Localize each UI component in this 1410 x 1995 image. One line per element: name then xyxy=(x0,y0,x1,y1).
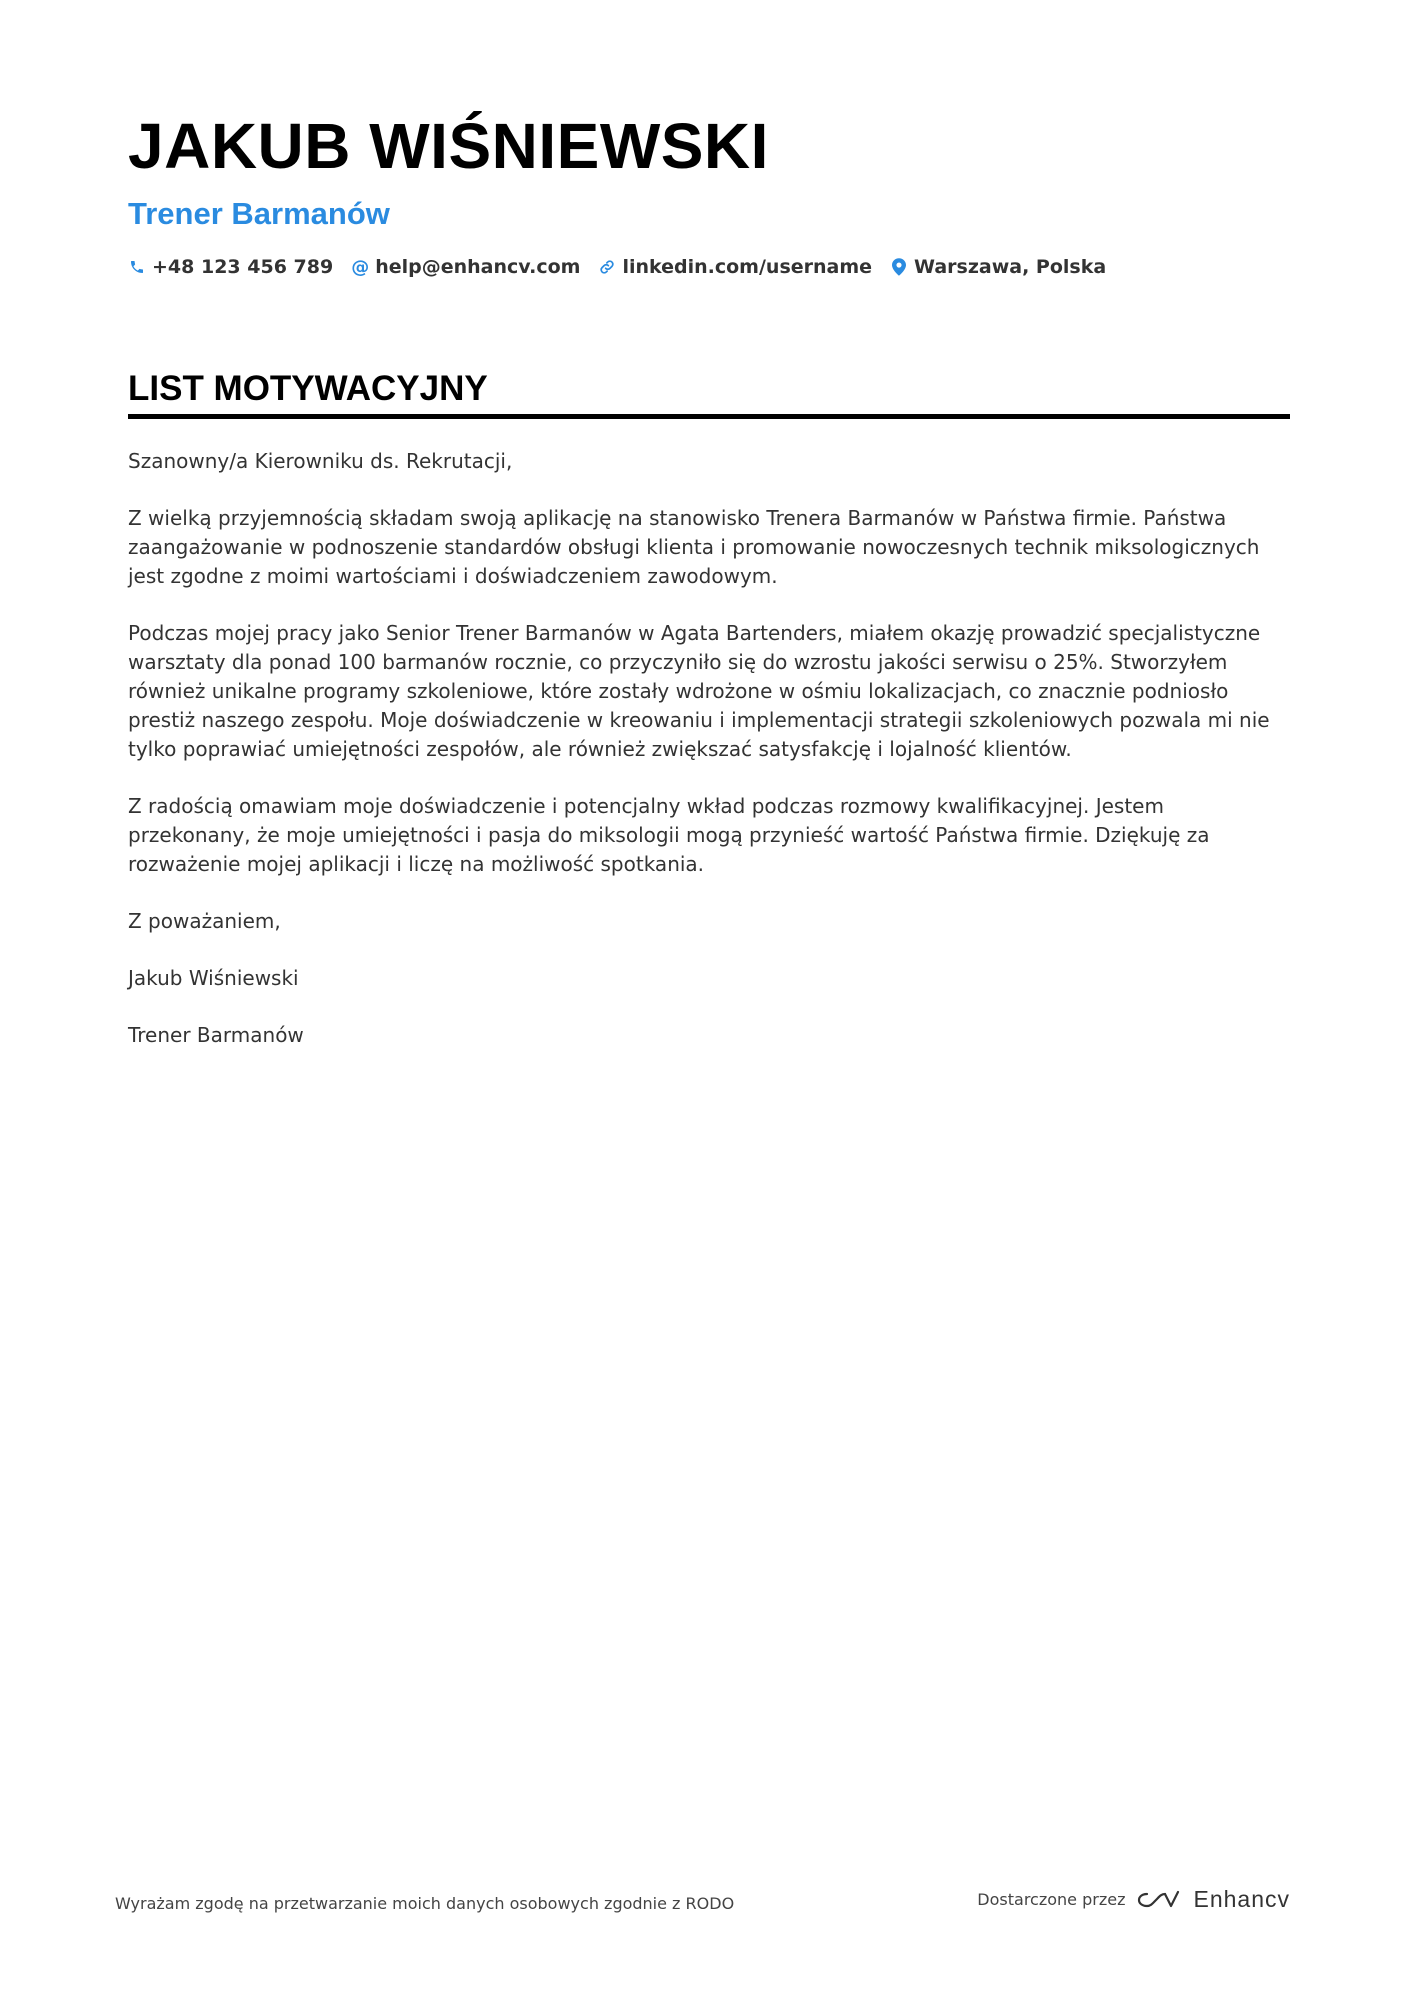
contact-list xyxy=(128,256,1290,278)
contact-email-text[interactable]: help@enhancv.com xyxy=(375,256,581,278)
link-icon xyxy=(598,257,616,277)
provided-by-label: Dostarczone przez xyxy=(977,1890,1126,1909)
letter-body xyxy=(128,447,1290,1050)
letter-paragraph: Z radością omawiam moje doświadczenie i potencjalny wkład podczas rozmowy kwalifikacyjnej. Jestem przekonany, że moje umiejętności i pasja do miksologii mogą przynieść wartość Państwa firmie. Dziękuję za rozważenie mojej aplikacji i liczę na możliwość spotkania. xyxy=(128,794,1210,876)
location-icon xyxy=(890,257,908,277)
applicant-role: Trener Barmanów xyxy=(128,196,390,231)
section-divider xyxy=(128,414,1290,419)
signature-role: Trener Barmanów xyxy=(128,1023,304,1047)
at-icon: @ xyxy=(351,256,370,278)
section-title: LIST MOTYWACYJNY xyxy=(128,369,488,408)
letter-paragraph: Podczas mojej pracy jako Senior Trener Barmanów w Agata Bartenders, miałem okazję prowadzić specjalistyczne warsztaty dla ponad 100 barmanów rocznie, co przyczyniło się do wzrostu jakości serwisu o 25%. Stworzyłem również unikalne programy szkoleniowe, które zostały wdrożone w ośmiu lokalizacjach, co znacznie podniosło prestiż naszego zespołu. Moje doświadczenie w kreowaniu i implementacji strategii szkoleniowych pozwala mi nie tylko poprawiać umiejętności zespołów, ale również zwiększać satysfakcję i lojalność klientów. xyxy=(128,621,1270,761)
contact-email[interactable] xyxy=(351,256,580,278)
brand-name: Enhancv xyxy=(1193,1886,1290,1912)
contact-linkedin[interactable] xyxy=(598,256,872,278)
letter-paragraph: Z wielką przyjemnością składam swoją aplikację na stanowisko Trenera Barmanów w Państwa firmie. Państwa zaangażowanie w podnoszenie standardów obsługi klienta i promowanie nowoczesnych technik miksologicznych jest zgodne z moimi wartościami i doświadczeniem zawodowym. xyxy=(128,506,1260,588)
enhancv-logo-icon xyxy=(1135,1888,1181,1912)
applicant-name: JAKUB WIŚNIEWSKI xyxy=(128,110,769,182)
letter-salutation: Szanowny/a Kierowniku ds. Rekrutacji, xyxy=(128,449,513,473)
gdpr-consent: Wyrażam zgodę na przetwarzanie moich danych osobowych zgodnie z RODO xyxy=(115,1894,735,1913)
contact-phone xyxy=(128,256,333,278)
contact-linkedin-text[interactable]: linkedin.com/username xyxy=(622,256,873,278)
header xyxy=(128,108,1290,278)
letter-closing: Z poważaniem, xyxy=(128,909,281,933)
provided-by xyxy=(977,1886,1290,1913)
phone-icon xyxy=(128,257,146,277)
contact-location xyxy=(890,256,1106,278)
contact-phone-text: +48 123 456 789 xyxy=(152,256,334,278)
letter-section xyxy=(128,366,1290,1078)
signature-name: Jakub Wiśniewski xyxy=(128,966,299,990)
contact-location-text: Warszawa, Polska xyxy=(914,256,1107,278)
